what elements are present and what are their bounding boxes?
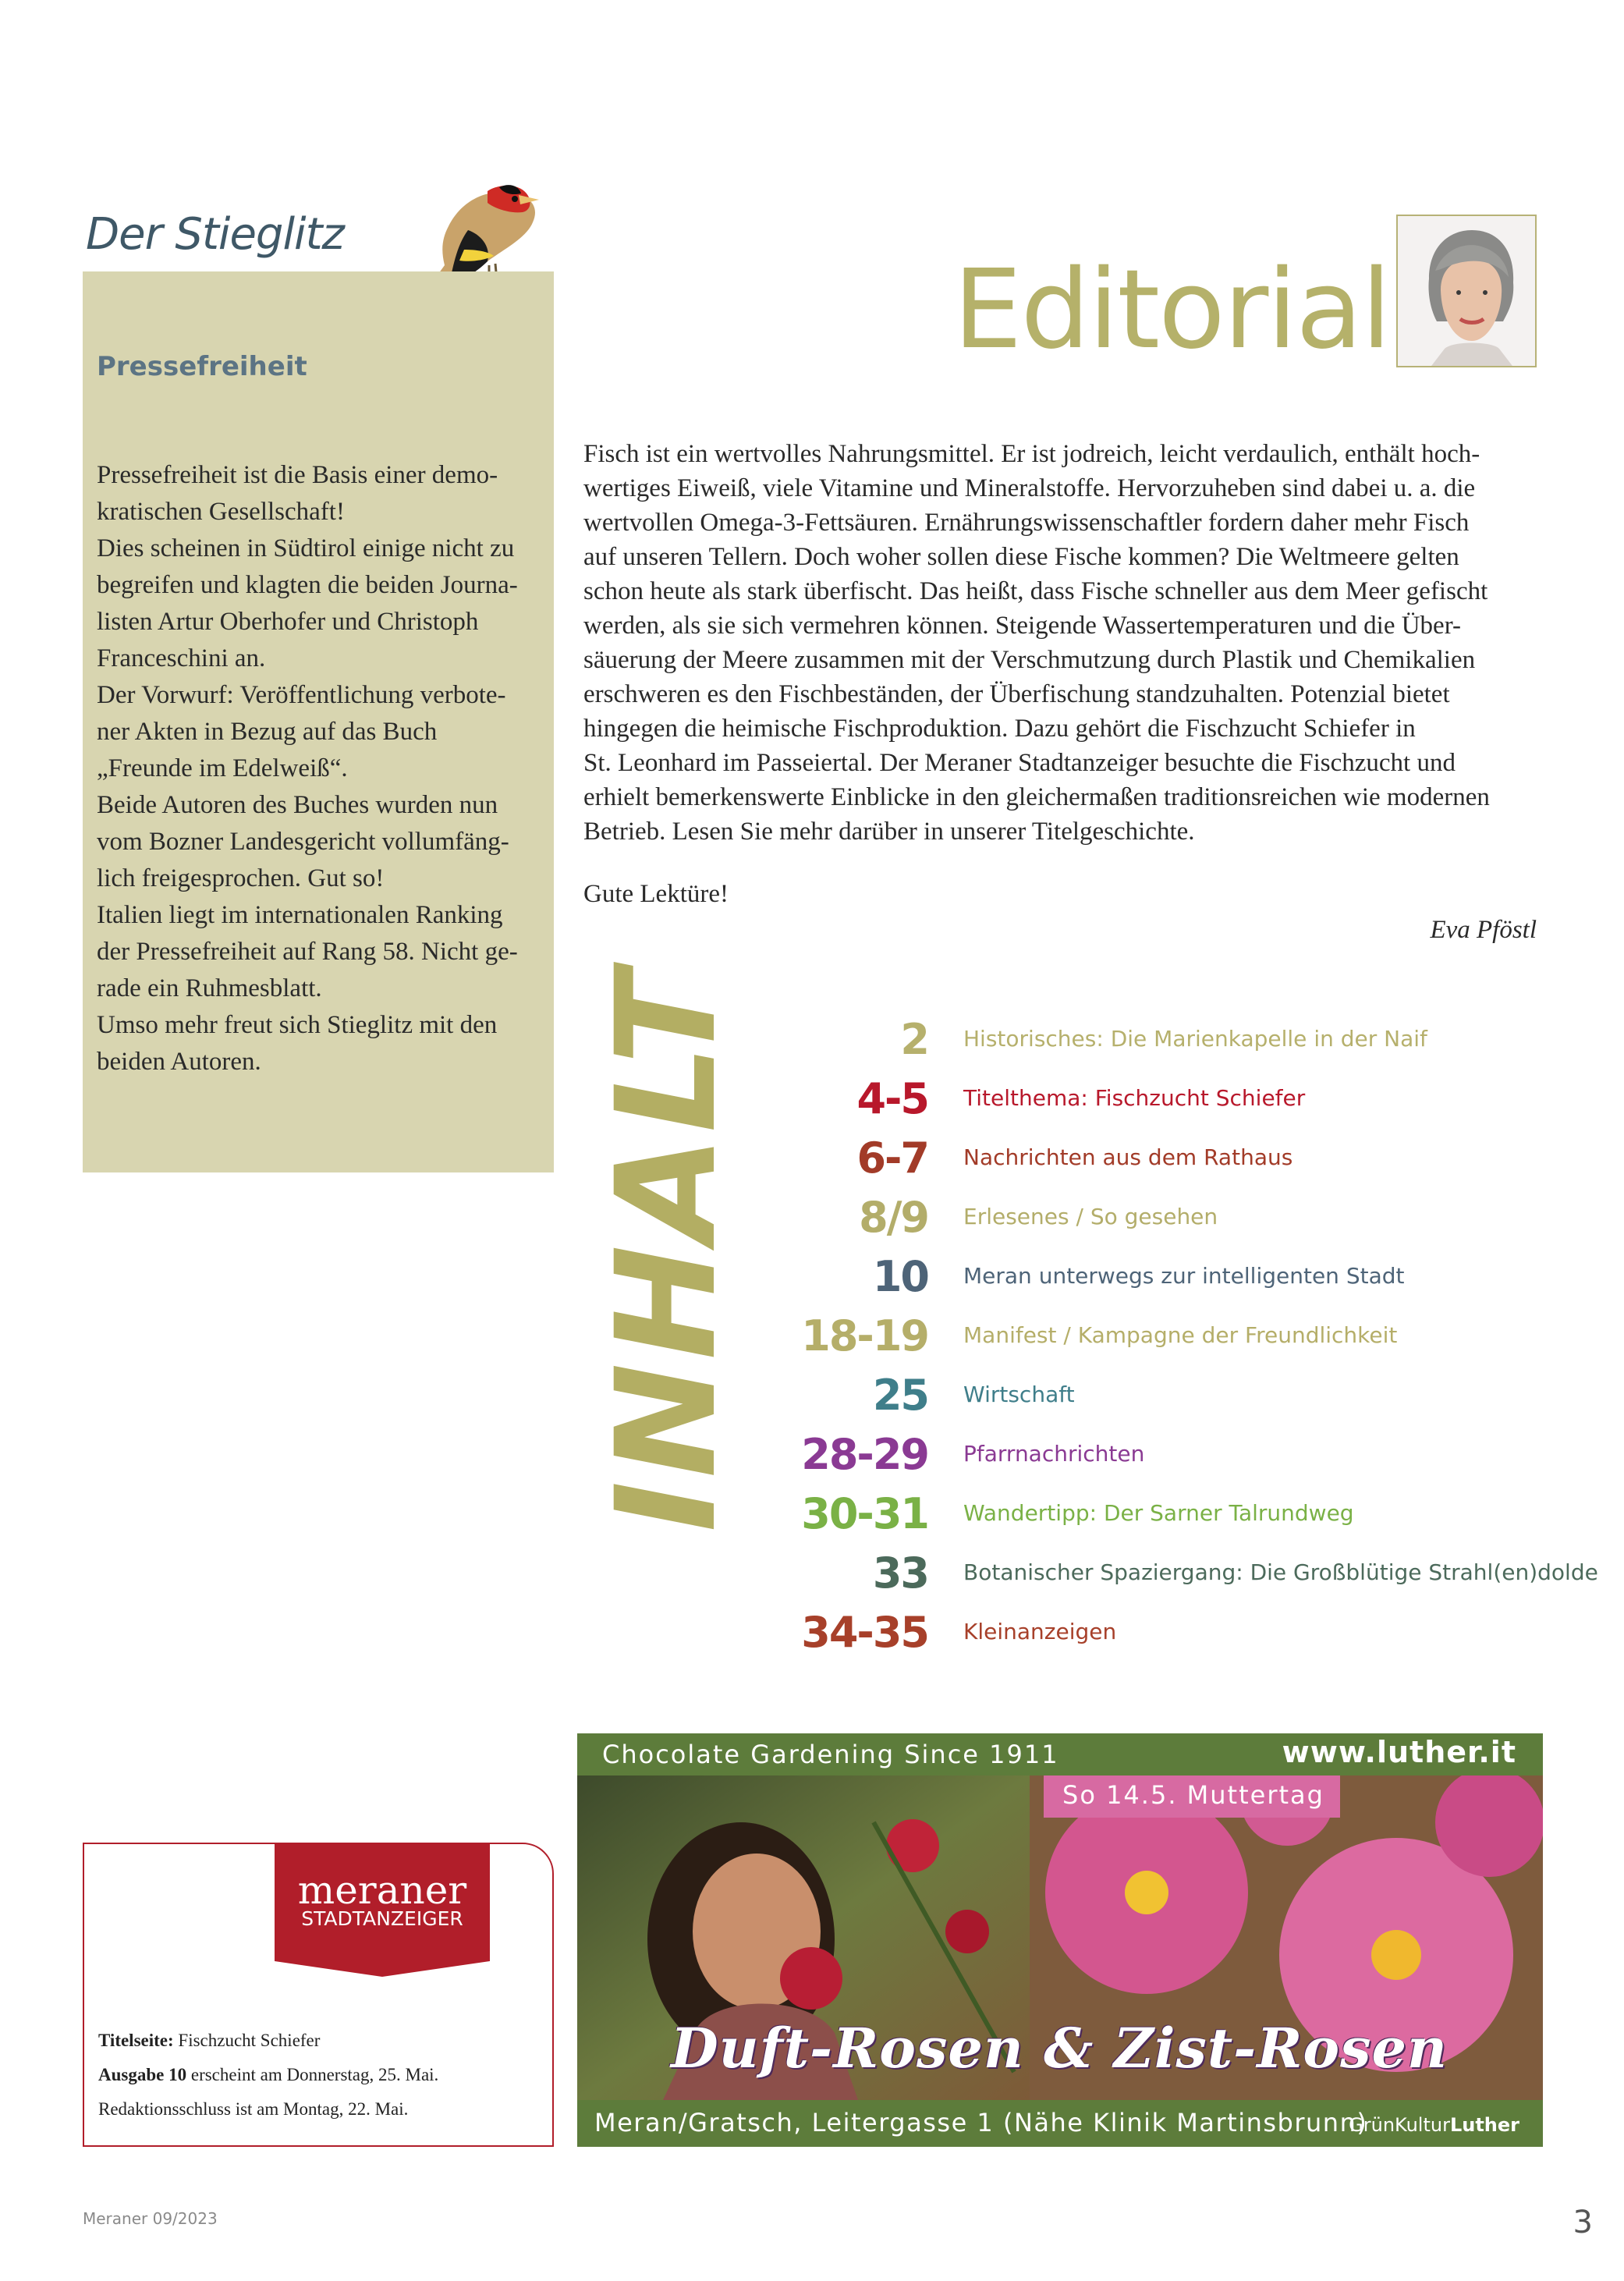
issue-info-box: [83, 1843, 554, 2147]
toc-label: Historisches: Die Marienkapelle in der Naif: [963, 1026, 1427, 1052]
meraner-logo: [275, 1844, 490, 1977]
editorial-author: Eva Pföstl: [1430, 916, 1537, 944]
toc-page-number: 6-7: [856, 1133, 928, 1183]
column-line: kratischen Gesellschaft!: [97, 498, 345, 526]
column-line: ner Akten in Bezug auf das Buch: [97, 718, 438, 746]
issue-line: [98, 2058, 438, 2092]
toc-row[interactable]: [780, 1487, 1560, 1546]
editorial-greeting: Gute Lektüre!: [583, 880, 729, 908]
editorial-line: erhielt bemerkenswerte Einblicke in den gleichermaßen traditionsreichen wie modernen: [583, 783, 1490, 811]
portrait-image: [1398, 216, 1537, 367]
table-of-contents: [780, 1013, 1598, 1665]
brand-light: GrünKultur: [1349, 2114, 1450, 2136]
column-line: Pressefreiheit ist die Basis einer demo-: [97, 461, 498, 489]
cover-label: Titelseite:: [98, 2031, 174, 2050]
toc-page-number: 10: [872, 1252, 928, 1301]
toc-page-number: 25: [872, 1371, 928, 1420]
toc-label: Titelthema: Fischzucht Schiefer: [963, 1085, 1306, 1111]
column-line: Beide Autoren des Buches wurden nun: [97, 791, 498, 819]
ad-tagline: Chocolate Gardening Since 1911: [602, 1740, 1059, 1769]
toc-page-number: 33: [872, 1548, 928, 1598]
logo-text-bottom: STADTANZEIGER: [301, 1907, 463, 1930]
editorial-line: werden, als sie sich vermehren können. Steigende Wassertemperaturen und die Über-: [583, 612, 1462, 640]
editorial-line: St. Leonhard im Passeiertal. Der Meraner Stadtanzeiger besuchte die Fischzucht und: [583, 749, 1456, 777]
editorial-line: Fisch ist ein wertvolles Nahrungsmittel. Er ist jodreich, leicht verdaulich, enthält hoch-: [583, 440, 1480, 468]
mothers-day-text: So 14.5. Muttertag: [1062, 1780, 1324, 1810]
toc-label: Wandertipp: Der Sarner Talrundweg: [963, 1500, 1354, 1526]
toc-label: Kleinanzeigen: [963, 1619, 1117, 1644]
toc-label: Meran unterwegs zur intelligenten Stadt: [963, 1263, 1405, 1289]
column-line: Der Vorwurf: Veröffentlichung verbote-: [97, 681, 506, 709]
footer-issue: Meraner 09/2023: [83, 2209, 218, 2228]
column-line: rade ein Ruhmesblatt.: [97, 974, 322, 1002]
toc-row[interactable]: [780, 1546, 1598, 1605]
issue-info-lines: [98, 2024, 438, 2127]
toc-label: Nachrichten aus dem Rathaus: [963, 1144, 1293, 1170]
ad-brand-logo: [1349, 2114, 1519, 2136]
column-line: vom Bozner Landesgericht vollumfäng-: [97, 828, 509, 856]
column-line: beiden Autoren.: [97, 1048, 261, 1076]
toc-row[interactable]: [780, 1131, 1560, 1190]
column-line: listen Artur Oberhofer und Christoph: [97, 608, 479, 636]
column-heading: Pressefreiheit: [97, 351, 307, 382]
toc-label: Manifest / Kampagne der Freundlichkeit: [963, 1322, 1398, 1348]
ad-bottom-bar: [577, 2100, 1543, 2147]
toc-row[interactable]: [780, 1428, 1560, 1487]
column-title: Der Stieglitz: [86, 209, 344, 260]
column-line: der Pressefreiheit auf Rang 58. Nicht ge-: [97, 938, 518, 966]
column-text: [97, 457, 541, 1080]
issue-value: erscheint am Donnerstag, 25. Mai.: [186, 2065, 439, 2084]
cover-line: [98, 2024, 438, 2058]
page-number: 3: [1573, 2205, 1593, 2240]
column-line: „Freunde im Edelweiß“.: [97, 754, 348, 782]
editorial-line: Betrieb. Lesen Sie mehr darüber in unserer Titelgeschichte.: [583, 818, 1195, 846]
column-line: Umso mehr freut sich Stieglitz mit den: [97, 1011, 498, 1039]
column-line: Franceschini an.: [97, 644, 266, 672]
luther-advertisement[interactable]: [577, 1733, 1543, 2147]
editorial-line: wertiges Eiweiß, viele Vitamine und Mineralstoffe. Hervorzuheben sind dabei u. a. die: [583, 474, 1476, 502]
toc-row[interactable]: [780, 1190, 1560, 1250]
toc-page-number: 4-5: [856, 1074, 928, 1123]
toc-label: Erlesenes / So gesehen: [963, 1204, 1218, 1229]
issue-label: Ausgabe 10: [98, 2065, 187, 2084]
toc-row[interactable]: [780, 1368, 1560, 1428]
column-line: Dies scheinen in Südtirol einige nicht zu: [97, 534, 515, 562]
toc-label: Botanischer Spaziergang: Die Großblütige Strahl(en)dolde: [963, 1559, 1598, 1585]
toc-label: Pfarrnachrichten: [963, 1441, 1145, 1467]
toc-page-number: 28-29: [801, 1430, 928, 1479]
editorial-line: auf unseren Tellern. Doch woher sollen diese Fische kommen? Die Weltmeere gelten: [583, 543, 1459, 571]
editorial-line: wertvollen Omega-3-Fettsäuren. Ernährungswissenschaftler fordern daher mehr Fisch: [583, 509, 1470, 537]
author-portrait: [1396, 215, 1537, 367]
ad-headline: Duft-Rosen & Zist-Rosen: [671, 2016, 1448, 2081]
toc-page-number: 34-35: [801, 1608, 928, 1657]
toc-row[interactable]: [780, 1605, 1560, 1665]
ad-website-link[interactable]: www.luther.it: [1282, 1735, 1516, 1769]
toc-row[interactable]: [780, 1013, 1560, 1072]
column-line: begreifen und klagten die beiden Journa-: [97, 571, 518, 599]
editorial-line: säuerung der Meere zusammen mit der Verschmutzung durch Plastik und Chemikalien: [583, 646, 1476, 674]
ad-address: Meran/Gratsch, Leitergasse 1 (Nähe Klinik Martinsbrunn): [594, 2108, 1368, 2137]
contents-title: INHALT: [587, 967, 746, 1532]
editorial-line: hingegen die heimische Fischproduktion. Dazu gehört die Fischzucht Schiefer in: [583, 715, 1416, 743]
editorial-body: [583, 437, 1543, 849]
ad-top-bar: [577, 1733, 1543, 1775]
toc-label: Wirtschaft: [963, 1382, 1075, 1407]
toc-page-number: 2: [900, 1015, 928, 1064]
editorial-line: schon heute als stark überfischt. Das heißt, dass Fische schneller aus dem Meer gefischt: [583, 577, 1488, 605]
toc-page-number: 8/9: [859, 1193, 928, 1242]
column-line: Italien liegt im internationalen Ranking: [97, 901, 503, 929]
toc-row[interactable]: [780, 1309, 1560, 1368]
logo-text-top: meraner: [297, 1868, 467, 1913]
editorial-line: erschweren es den Fischbeständen, der Überfischung standzuhalten. Potenzial bietet: [583, 680, 1450, 708]
cover-value: Fischzucht Schiefer: [173, 2031, 321, 2050]
column-line: lich freigesprochen. Gut so!: [97, 864, 385, 892]
toc-row[interactable]: [780, 1250, 1560, 1309]
column-box: [83, 271, 554, 1172]
toc-page-number: 30-31: [801, 1489, 928, 1538]
mothers-day-badge: [1044, 1775, 1340, 1818]
toc-row[interactable]: [780, 1072, 1560, 1131]
toc-page-number: 18-19: [801, 1311, 928, 1360]
deadline-line: Redaktionsschluss ist am Montag, 22. Mai.: [98, 2099, 409, 2119]
brand-bold: Luther: [1449, 2114, 1519, 2136]
editorial-title: Editorial: [953, 247, 1390, 374]
